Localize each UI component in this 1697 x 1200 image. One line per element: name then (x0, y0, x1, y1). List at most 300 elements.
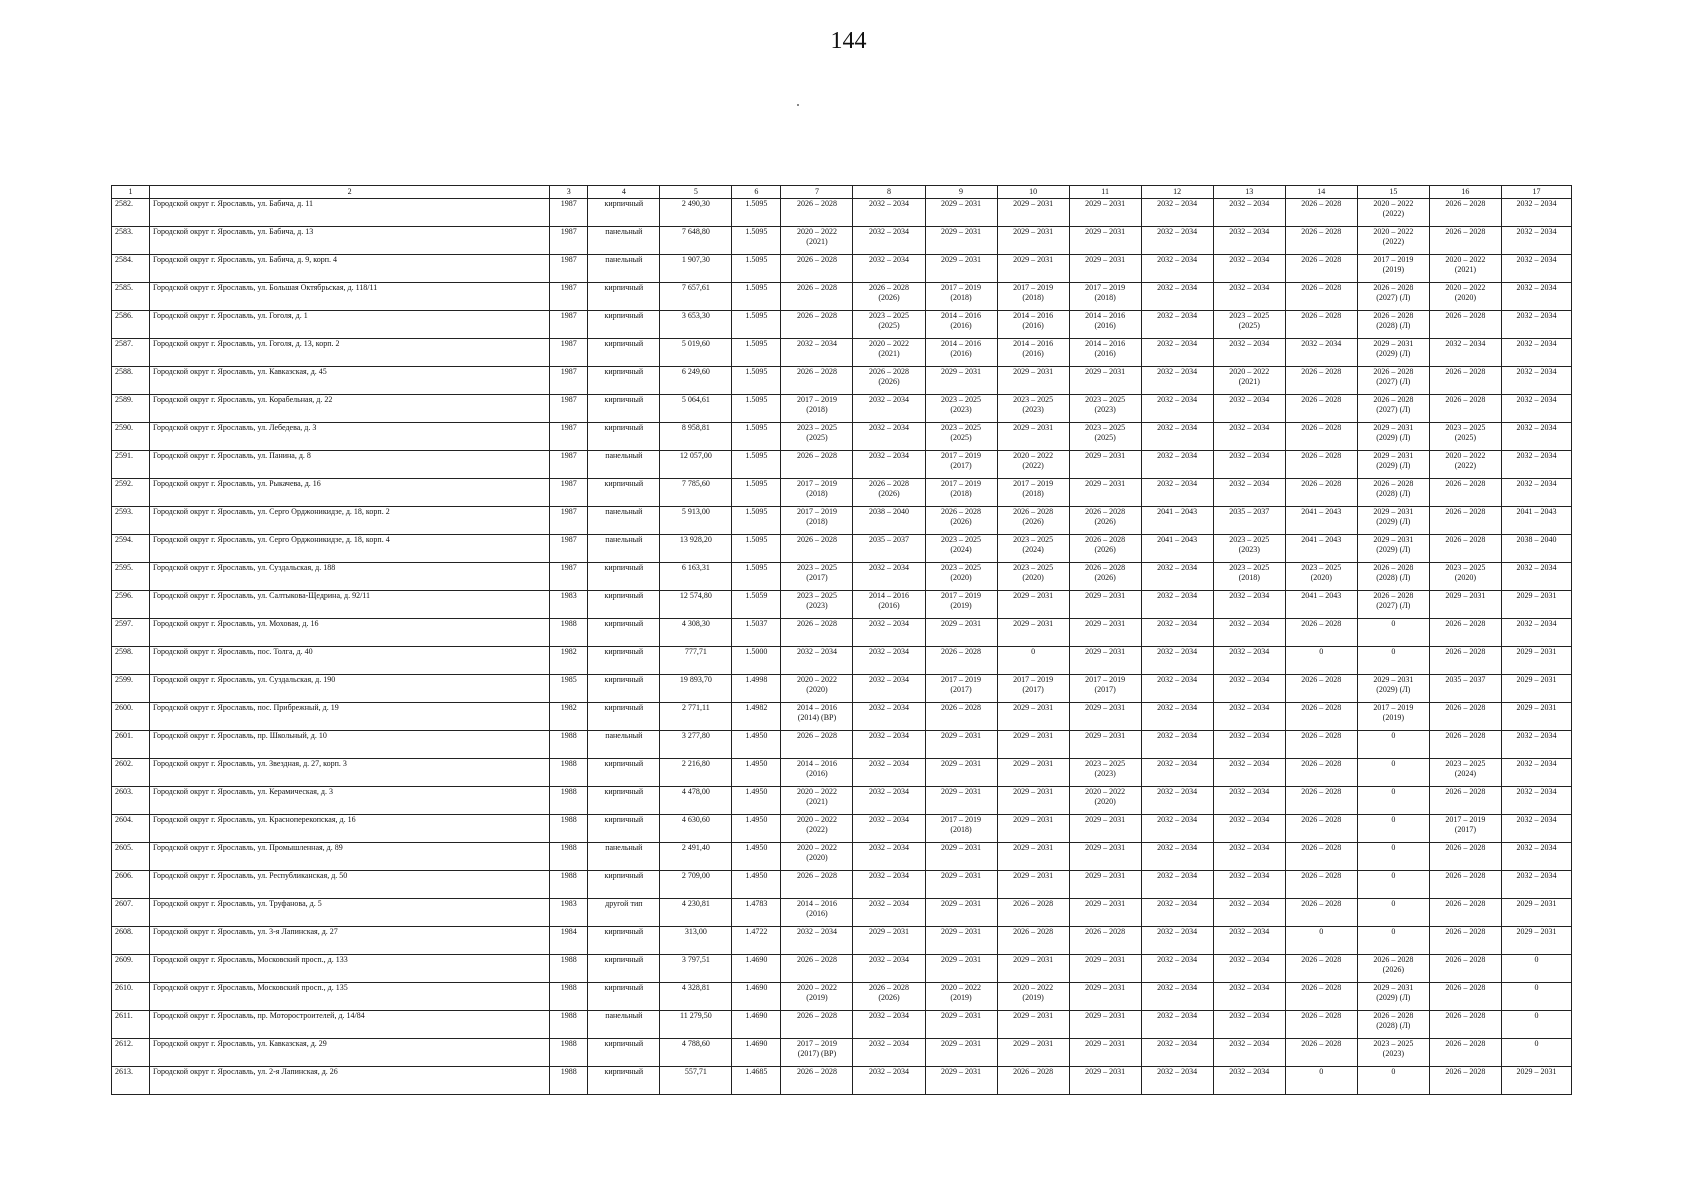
table-cell: 0 (1357, 871, 1429, 899)
table-cell: 1988 (550, 619, 588, 647)
table-cell: 2023 – 2025 (2025) (1213, 311, 1285, 339)
table-cell: 2032 – 2034 (1141, 619, 1213, 647)
column-header: 12 (1141, 186, 1213, 199)
table-cell: 2608. (112, 927, 150, 955)
table-cell: 2594. (112, 535, 150, 563)
table-cell: 2020 – 2022 (2019) (781, 983, 853, 1011)
table-cell: 1987 (550, 227, 588, 255)
table-cell: 2596. (112, 591, 150, 619)
table-cell: 2014 – 2016 (2016) (1069, 339, 1141, 367)
table-cell: 2032 – 2034 (853, 787, 925, 815)
table-cell: 1.4690 (732, 983, 781, 1011)
table-cell: Городской округ г. Ярославль, ул. Суздальская, д. 188 (150, 563, 550, 591)
table-cell: 1.4690 (732, 955, 781, 983)
table-row (112, 1067, 1572, 1095)
table-cell: 777,71 (660, 647, 732, 675)
table-cell: 2032 – 2034 (1141, 367, 1213, 395)
table-cell: 2598. (112, 647, 150, 675)
table-row (112, 927, 1572, 955)
table-cell: 2026 – 2028 (781, 955, 853, 983)
table-cell: 2029 – 2031 (1069, 815, 1141, 843)
table-cell: 1988 (550, 731, 588, 759)
table-cell: 6 163,31 (660, 563, 732, 591)
table-cell: 2032 – 2034 (1501, 255, 1571, 283)
table-cell: 2026 – 2028 (1429, 1011, 1501, 1039)
table-cell: 2020 – 2022 (2020) (1069, 787, 1141, 815)
table-row (112, 703, 1572, 731)
table-cell: 2023 – 2025 (2023) (1357, 1039, 1429, 1067)
table-cell: 2029 – 2031 (2029) (Л) (1357, 339, 1429, 367)
table-cell: 2026 – 2028 (1429, 983, 1501, 1011)
table-cell: 2032 – 2034 (1501, 787, 1571, 815)
table-cell: панельный (588, 535, 660, 563)
table-cell: 0 (1357, 619, 1429, 647)
table-cell: Городской округ г. Ярославль, ул. Рыкачева, д. 16 (150, 479, 550, 507)
table-row (112, 311, 1572, 339)
table-cell: 7 785,60 (660, 479, 732, 507)
table-cell: 2026 – 2028 (1285, 367, 1357, 395)
table-cell: 2023 – 2025 (2020) (925, 563, 997, 591)
table-cell: 1988 (550, 815, 588, 843)
table-cell: 2026 – 2028 (2026) (853, 283, 925, 311)
table-cell: 2029 – 2031 (1069, 843, 1141, 871)
table-cell: 2029 – 2031 (1069, 199, 1141, 227)
table-cell: кирпичный (588, 311, 660, 339)
table-cell: 2014 – 2016 (2014) (ВР) (781, 703, 853, 731)
table-cell: кирпичный (588, 955, 660, 983)
table-cell: 2026 – 2028 (1429, 899, 1501, 927)
table-cell: 2602. (112, 759, 150, 787)
table-cell: 2020 – 2022 (2021) (1213, 367, 1285, 395)
table-cell: 1987 (550, 311, 588, 339)
table-cell: 2026 – 2028 (1069, 927, 1141, 955)
table-cell: 1.5095 (732, 311, 781, 339)
table-cell: 2026 – 2028 (781, 535, 853, 563)
table-cell: 2026 – 2028 (1285, 619, 1357, 647)
table-cell: 2026 – 2028 (1285, 451, 1357, 479)
table-cell: 2017 – 2019 (2018) (997, 479, 1069, 507)
table-cell: 2029 – 2031 (1069, 451, 1141, 479)
table-cell: 2 709,00 (660, 871, 732, 899)
table-cell: 2032 – 2034 (1501, 759, 1571, 787)
table-cell: 0 (1501, 1011, 1571, 1039)
table-cell: 2026 – 2028 (2028) (Л) (1357, 1011, 1429, 1039)
table-cell: 0 (1501, 1039, 1571, 1067)
table-cell: Городской округ г. Ярославль, пр. Школьный, д. 10 (150, 731, 550, 759)
table-cell: 19 893,70 (660, 675, 732, 703)
table-cell: 2026 – 2028 (1429, 507, 1501, 535)
table-cell: 2026 – 2028 (1429, 871, 1501, 899)
table-cell: 0 (1357, 647, 1429, 675)
table-cell: 2029 – 2031 (1069, 955, 1141, 983)
table-cell: 2023 – 2025 (2023) (1213, 535, 1285, 563)
table-cell: 2026 – 2028 (1285, 395, 1357, 423)
table-cell: 2017 – 2019 (2017) (1429, 815, 1501, 843)
table-cell: 2026 – 2028 (1429, 787, 1501, 815)
table-cell: 2017 – 2019 (2018) (997, 283, 1069, 311)
table-cell: панельный (588, 1011, 660, 1039)
table-cell: Городской округ г. Ярославль, ул. 2-я Лапинская, д. 26 (150, 1067, 550, 1095)
table-cell: 2026 – 2028 (1429, 703, 1501, 731)
table-cell: 2026 – 2028 (781, 1067, 853, 1095)
table-cell: 2029 – 2031 (925, 619, 997, 647)
table-row (112, 983, 1572, 1011)
table-cell: 2032 – 2034 (1141, 647, 1213, 675)
table-cell: 1987 (550, 367, 588, 395)
table-cell: 2032 – 2034 (1213, 423, 1285, 451)
table-cell: 2041 – 2043 (1141, 535, 1213, 563)
table-cell: 2032 – 2034 (1429, 339, 1501, 367)
table-body (112, 186, 1572, 1095)
column-header: 14 (1285, 186, 1357, 199)
table-cell: 2026 – 2028 (1285, 1039, 1357, 1067)
table-cell: Городской округ г. Ярославль, ул. Суздальская, д. 190 (150, 675, 550, 703)
table-cell: 2032 – 2034 (1141, 227, 1213, 255)
table-cell: 2026 – 2028 (1429, 843, 1501, 871)
table-cell: 2597. (112, 619, 150, 647)
table-cell: кирпичный (588, 423, 660, 451)
table-cell: кирпичный (588, 283, 660, 311)
table-cell: 2026 – 2028 (1429, 367, 1501, 395)
table-cell: 1.5095 (732, 339, 781, 367)
table-cell: панельный (588, 507, 660, 535)
table-cell: кирпичный (588, 1067, 660, 1095)
table-cell: 2590. (112, 423, 150, 451)
table-cell: 1987 (550, 395, 588, 423)
table-cell: 2020 – 2022 (2019) (997, 983, 1069, 1011)
table-cell: 2026 – 2028 (781, 731, 853, 759)
table-cell: 2026 – 2028 (1429, 1039, 1501, 1067)
table-cell: 1.4982 (732, 703, 781, 731)
table-cell: 2017 – 2019 (2017) (1069, 675, 1141, 703)
column-header: 1 (112, 186, 150, 199)
table-cell: 2026 – 2028 (781, 871, 853, 899)
table-cell: 2032 – 2034 (853, 451, 925, 479)
table-cell: 2026 – 2028 (997, 1067, 1069, 1095)
table-cell: 1987 (550, 255, 588, 283)
table-cell: 1.5000 (732, 647, 781, 675)
table-cell: 5 913,00 (660, 507, 732, 535)
table-cell: 2029 – 2031 (1501, 927, 1571, 955)
table-cell: 2026 – 2028 (1285, 255, 1357, 283)
table-cell: 2032 – 2034 (853, 899, 925, 927)
table-cell: 2032 – 2034 (1141, 451, 1213, 479)
table-cell: 0 (997, 647, 1069, 675)
table-cell: 2611. (112, 1011, 150, 1039)
table-cell: 2032 – 2034 (1501, 815, 1571, 843)
table-cell: 4 788,60 (660, 1039, 732, 1067)
table-cell: 1987 (550, 339, 588, 367)
table-cell: 2029 – 2031 (1069, 1039, 1141, 1067)
table-cell: 2026 – 2028 (781, 255, 853, 283)
table-cell: 2032 – 2034 (1213, 451, 1285, 479)
table-cell: 2020 – 2022 (2022) (997, 451, 1069, 479)
table-cell: 2032 – 2034 (1501, 451, 1571, 479)
table-cell: Городской округ г. Ярославль, ул. Большая Октябрьская, д. 118/11 (150, 283, 550, 311)
table-cell: кирпичный (588, 1039, 660, 1067)
table-cell: 2032 – 2034 (1141, 703, 1213, 731)
table-cell: 2029 – 2031 (997, 703, 1069, 731)
table-cell: 2026 – 2028 (781, 367, 853, 395)
table-cell: 2029 – 2031 (925, 367, 997, 395)
table-row (112, 395, 1572, 423)
table-cell: 1.4998 (732, 675, 781, 703)
column-header: 13 (1213, 186, 1285, 199)
table-cell: 2593. (112, 507, 150, 535)
table-cell: 2026 – 2028 (2026) (1069, 535, 1141, 563)
table-cell: 2026 – 2028 (2026) (853, 983, 925, 1011)
table-cell: 2017 – 2019 (2017) (925, 451, 997, 479)
table-cell: 2032 – 2034 (1141, 1039, 1213, 1067)
table-cell: 2610. (112, 983, 150, 1011)
table-cell: Городской округ г. Ярославль, ул. Бабича, д. 11 (150, 199, 550, 227)
table-cell: 2032 – 2034 (1213, 675, 1285, 703)
table-cell: 1984 (550, 927, 588, 955)
table-cell: 2020 – 2022 (2021) (1429, 255, 1501, 283)
table-cell: 2606. (112, 871, 150, 899)
table-cell: 2032 – 2034 (1285, 339, 1357, 367)
table-cell: 1987 (550, 507, 588, 535)
table-cell: 2026 – 2028 (1429, 619, 1501, 647)
table-cell: 2026 – 2028 (1285, 731, 1357, 759)
table-cell: 1.5095 (732, 255, 781, 283)
table-cell: 2029 – 2031 (997, 759, 1069, 787)
table-cell: 2032 – 2034 (853, 871, 925, 899)
table-cell: 2029 – 2031 (925, 955, 997, 983)
table-cell: 2592. (112, 479, 150, 507)
table-cell: кирпичный (588, 395, 660, 423)
table-cell: кирпичный (588, 871, 660, 899)
table-cell: 2026 – 2028 (2026) (1357, 955, 1429, 983)
table-cell: 2032 – 2034 (1213, 199, 1285, 227)
table-cell: 2020 – 2022 (2022) (781, 815, 853, 843)
table-cell: 2032 – 2034 (853, 227, 925, 255)
table-cell: 2026 – 2028 (781, 199, 853, 227)
table-cell: 2023 – 2025 (2024) (1429, 759, 1501, 787)
table-cell: 2032 – 2034 (1501, 283, 1571, 311)
table-cell: 2032 – 2034 (1141, 423, 1213, 451)
table-cell: 2584. (112, 255, 150, 283)
table-cell: Городской округ г. Ярославль, ул. Серго Орджоникидзе, д. 18, корп. 2 (150, 507, 550, 535)
table-cell: 2029 – 2031 (997, 423, 1069, 451)
table-cell: 2029 – 2031 (997, 591, 1069, 619)
table-cell: 2032 – 2034 (853, 1039, 925, 1067)
table-cell: 2029 – 2031 (1069, 983, 1141, 1011)
table-cell: 2029 – 2031 (997, 255, 1069, 283)
table-cell: кирпичный (588, 367, 660, 395)
table-cell: 1.5095 (732, 227, 781, 255)
table-cell: 2029 – 2031 (1069, 871, 1141, 899)
table-cell: 2032 – 2034 (1141, 479, 1213, 507)
table-cell: 2026 – 2028 (1285, 311, 1357, 339)
table-cell: 1985 (550, 675, 588, 703)
table-cell: 2032 – 2034 (1213, 983, 1285, 1011)
table-cell: 2014 – 2016 (2016) (853, 591, 925, 619)
table-cell: 2032 – 2034 (853, 199, 925, 227)
table-cell: 2023 – 2025 (2023) (781, 591, 853, 619)
table-cell: 1988 (550, 1067, 588, 1095)
table-cell: 2612. (112, 1039, 150, 1067)
table-cell: 2029 – 2031 (997, 367, 1069, 395)
table-cell: кирпичный (588, 591, 660, 619)
table-cell: 2032 – 2034 (1213, 899, 1285, 927)
table-cell: 557,71 (660, 1067, 732, 1095)
table-cell: 2029 – 2031 (997, 871, 1069, 899)
table-cell: 2026 – 2028 (1429, 1067, 1501, 1095)
table-cell: 2032 – 2034 (1141, 283, 1213, 311)
table-cell: Городской округ г. Ярославль, ул. Бабича, д. 13 (150, 227, 550, 255)
table-cell: 0 (1501, 983, 1571, 1011)
table-cell: 1.4950 (732, 787, 781, 815)
table-row (112, 591, 1572, 619)
table-cell: 2029 – 2031 (1069, 731, 1141, 759)
table-cell: Городской округ г. Ярославль, ул. Салтыкова-Щедрина, д. 92/11 (150, 591, 550, 619)
table-cell: 2026 – 2028 (1285, 871, 1357, 899)
table-cell: 2026 – 2028 (1285, 423, 1357, 451)
column-header: 11 (1069, 186, 1141, 199)
table-cell: 2029 – 2031 (1069, 1067, 1141, 1095)
table-row (112, 787, 1572, 815)
table-cell: 2026 – 2028 (997, 927, 1069, 955)
table-cell: 2591. (112, 451, 150, 479)
table-cell: 1987 (550, 479, 588, 507)
table-cell: 2026 – 2028 (1285, 787, 1357, 815)
table-cell: 2029 – 2031 (997, 1011, 1069, 1039)
table-cell: 2032 – 2034 (1141, 955, 1213, 983)
table-cell: 2023 – 2025 (2025) (781, 423, 853, 451)
table-row (112, 899, 1572, 927)
table-cell: 2609. (112, 955, 150, 983)
table-cell: 1.5059 (732, 591, 781, 619)
table-cell: 2029 – 2031 (1069, 1011, 1141, 1039)
table-cell: кирпичный (588, 787, 660, 815)
table-cell: 13 928,20 (660, 535, 732, 563)
page-number: 144 (830, 28, 867, 54)
table-cell: Городской округ г. Ярославль, ул. Звездная, д. 27, корп. 3 (150, 759, 550, 787)
table-cell: 2601. (112, 731, 150, 759)
table-cell: 2041 – 2043 (1285, 535, 1357, 563)
table-cell: 4 308,30 (660, 619, 732, 647)
table-cell: 1.5095 (732, 451, 781, 479)
table-cell: 2026 – 2028 (2026) (997, 507, 1069, 535)
table-cell: 1987 (550, 199, 588, 227)
table-cell: 2032 – 2034 (1141, 927, 1213, 955)
table-cell: 2014 – 2016 (2016) (997, 311, 1069, 339)
table-cell: панельный (588, 731, 660, 759)
table-cell: 2026 – 2028 (2026) (853, 367, 925, 395)
table-cell: 2 490,30 (660, 199, 732, 227)
table-cell: 2026 – 2028 (781, 311, 853, 339)
table-cell: Городской округ г. Ярославль, ул. Моховая, д. 16 (150, 619, 550, 647)
table-cell: 3 653,30 (660, 311, 732, 339)
table-cell: 4 230,81 (660, 899, 732, 927)
table-cell: 1987 (550, 451, 588, 479)
table-cell: 2026 – 2028 (1429, 955, 1501, 983)
table-cell: 2032 – 2034 (1213, 619, 1285, 647)
table-cell: 2586. (112, 311, 150, 339)
table-cell: 2020 – 2022 (2020) (781, 675, 853, 703)
table-cell: Городской округ г. Ярославль, ул. Гоголя, д. 13, корп. 2 (150, 339, 550, 367)
table-cell: 2029 – 2031 (1069, 227, 1141, 255)
table-cell: 2029 – 2031 (925, 759, 997, 787)
table-cell: Городской округ г. Ярославль, ул. Красноперекопская, д. 16 (150, 815, 550, 843)
table-cell: 2017 – 2019 (2018) (925, 815, 997, 843)
table-cell: 2026 – 2028 (1285, 227, 1357, 255)
table-cell: 4 328,81 (660, 983, 732, 1011)
table-row (112, 731, 1572, 759)
table-cell: 2588. (112, 367, 150, 395)
table-cell: 1988 (550, 955, 588, 983)
table-cell: Городской округ г. Ярославль, ул. Корабельная, д. 22 (150, 395, 550, 423)
table-cell: 2032 – 2034 (853, 619, 925, 647)
table-cell: 2023 – 2025 (2023) (1069, 759, 1141, 787)
table-cell: 2014 – 2016 (2016) (925, 339, 997, 367)
table-cell: 2035 – 2037 (1429, 675, 1501, 703)
table-cell: 2017 – 2019 (2019) (925, 591, 997, 619)
table-cell: 2613. (112, 1067, 150, 1095)
table-row (112, 675, 1572, 703)
table-cell: 2023 – 2025 (2025) (1069, 423, 1141, 451)
table-cell: 2026 – 2028 (1429, 731, 1501, 759)
table-cell: Городской округ г. Ярославль, Московский просп., д. 135 (150, 983, 550, 1011)
table-cell: 2029 – 2031 (925, 255, 997, 283)
table-cell: 2026 – 2028 (781, 283, 853, 311)
table-cell: 1988 (550, 1039, 588, 1067)
table-cell: 1.4690 (732, 1011, 781, 1039)
table-cell: 2032 – 2034 (1213, 255, 1285, 283)
table-cell: 2017 – 2019 (2017) (997, 675, 1069, 703)
table-cell: 7 657,61 (660, 283, 732, 311)
table-cell: 2029 – 2031 (925, 787, 997, 815)
table-cell: 0 (1357, 787, 1429, 815)
table-cell: 2032 – 2034 (1213, 479, 1285, 507)
table-cell: 2029 – 2031 (1501, 899, 1571, 927)
header-row (112, 186, 1572, 199)
table-cell: 2023 – 2025 (2017) (781, 563, 853, 591)
table-cell: 2023 – 2025 (2024) (997, 535, 1069, 563)
table-cell: 2032 – 2034 (1141, 731, 1213, 759)
table-cell: 2032 – 2034 (853, 1011, 925, 1039)
table-cell: 2032 – 2034 (1141, 339, 1213, 367)
table-cell: 2029 – 2031 (1069, 703, 1141, 731)
table-cell: 2017 – 2019 (2018) (781, 507, 853, 535)
table-cell: 2032 – 2034 (1141, 1067, 1213, 1095)
table-cell: 2026 – 2028 (1285, 843, 1357, 871)
table-cell: 2017 – 2019 (2018) (781, 479, 853, 507)
table-cell: кирпичный (588, 479, 660, 507)
table-cell: 2026 – 2028 (781, 1011, 853, 1039)
scan-speck (797, 104, 799, 106)
table-cell: 2026 – 2028 (2026) (925, 507, 997, 535)
table-cell: 0 (1357, 759, 1429, 787)
table-cell: 12 057,00 (660, 451, 732, 479)
table-cell: 2032 – 2034 (1501, 423, 1571, 451)
table-cell: 2026 – 2028 (2028) (Л) (1357, 311, 1429, 339)
table-cell: 2023 – 2025 (2025) (1429, 423, 1501, 451)
table-cell: 2032 – 2034 (1213, 283, 1285, 311)
table-cell: 2032 – 2034 (1501, 199, 1571, 227)
table-cell: 2026 – 2028 (1285, 815, 1357, 843)
table-cell: панельный (588, 255, 660, 283)
table-cell: 2032 – 2034 (1501, 731, 1571, 759)
table-cell: 2026 – 2028 (2027) (Л) (1357, 591, 1429, 619)
table-row (112, 227, 1572, 255)
table-cell: 2032 – 2034 (853, 731, 925, 759)
table-cell: 0 (1285, 1067, 1357, 1095)
table-cell: 2029 – 2031 (1069, 899, 1141, 927)
table-cell: 2605. (112, 843, 150, 871)
table-cell: 2029 – 2031 (2029) (Л) (1357, 675, 1429, 703)
